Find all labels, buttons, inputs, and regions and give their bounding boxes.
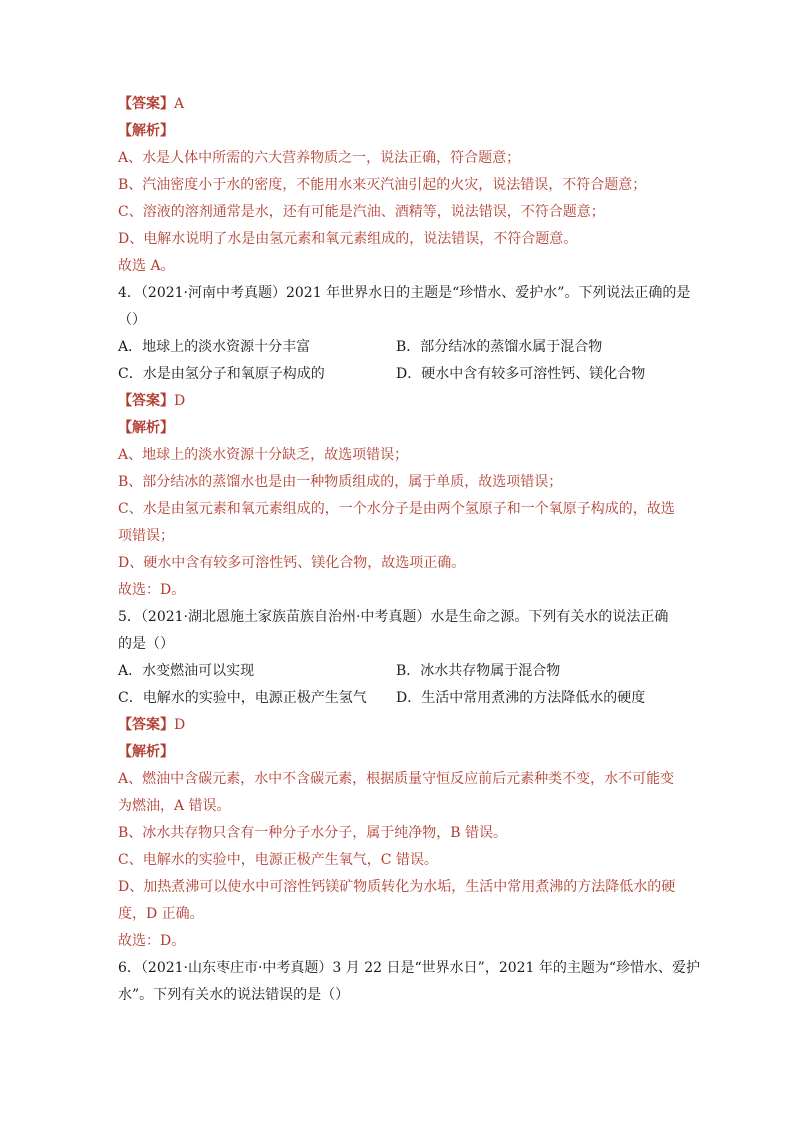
q4-answer: 【答案】D [118, 393, 186, 409]
q4-analysis-line: A、地球上的淡水资源十分缺乏，故选项错误； [118, 447, 409, 463]
q6-stem: 水”。下列有关水的说法错误的是（） [118, 987, 350, 1003]
q5-option-c: C．电解水的实验中，电源正极产生氢气 [118, 690, 367, 706]
q3-analysis-line: A、水是人体中所需的六大营养物质之一，说法正确，符合题意； [118, 150, 521, 166]
q4-stem: （） [118, 312, 146, 328]
q5-conclusion: 故选：D。 [118, 933, 186, 949]
q4-analysis-line: B、部分结冰的蒸馏水也是由一种物质组成的，属于单质，故选项错误； [118, 474, 563, 490]
q5-option-b: B．冰水共存物属于混合物 [396, 663, 561, 679]
q5-analysis-line: C、电解水的实验中，电源正极产生氧气，C 错误。 [118, 852, 438, 868]
q4-analysis-line: 项错误； [118, 528, 174, 544]
q4-option-d: D．硬水中含有较多可溶性钙、镁化合物 [396, 366, 646, 382]
q5-analysis-line: D、加热煮沸可以使水中可溶性钙镁矿物质转化为水垢，生活中常用煮沸的方法降低水的硬 [118, 879, 676, 895]
q4-option-c: C．水是由氢分子和氧原子构成的 [118, 366, 325, 382]
q5-stem: 的是（） [118, 636, 174, 652]
q4-conclusion: 故选：D。 [118, 582, 186, 598]
q4-analysis-line: D、硬水中含有较多可溶性钙、镁化合物，故选项正确。 [118, 555, 466, 571]
q3-analysis-tag: 【解析】 [118, 123, 174, 139]
q3-analysis-line: C、溶液的溶剂通常是水，还有可能是汽油、酒精等，说法错误，不符合题意； [118, 204, 605, 220]
q5-stem: 5．（2021·湖北恩施土家族苗族自治州·中考真题）水是生命之源。下列有关水的说法正确 [118, 609, 669, 625]
q4-analysis-line: C、水是由氢元素和氧元素组成的，一个水分子是由两个氢原子和一个氧原子构成的，故选 [118, 501, 675, 517]
q4-stem: 4．（2021·河南中考真题）2021 年世界水日的主题是“珍惜水、爱护水”。下列说法正确的是 [118, 285, 691, 301]
q5-analysis-tag: 【解析】 [118, 744, 174, 760]
q5-analysis-line: 度，D 正确。 [118, 906, 204, 922]
q5-options-row [118, 685, 694, 712]
q4-options-row [118, 334, 694, 361]
q6-stem: 6．（2021·山东枣庄市·中考真题）3 月 22 日是“世界水日”，2021 年的主题为“珍惜水、爱护 [118, 960, 701, 976]
q4-analysis-tag: 【解析】 [118, 420, 174, 436]
q3-conclusion: 故选 A。 [118, 258, 175, 274]
q5-option-a: A．水变燃油可以实现 [118, 663, 255, 679]
q5-options-row [118, 658, 694, 685]
q3-analysis-line: D、电解水说明了水是由氢元素和氧元素组成的，说法错误，不符合题意。 [118, 231, 578, 247]
q4-option-a: A．地球上的淡水资源十分丰富 [118, 339, 311, 355]
q3-analysis-line: B、汽油密度小于水的密度，不能用水来灭汽油引起的火灾，说法错误，不符合题意； [118, 177, 647, 193]
q4-option-b: B．部分结冰的蒸馏水属于混合物 [396, 339, 603, 355]
q5-answer: 【答案】D [118, 717, 186, 733]
q5-option-d: D．生活中常用煮沸的方法降低水的硬度 [396, 690, 646, 706]
q4-options-row [118, 361, 694, 388]
q5-analysis-line: A、燃油中含碳元素，水中不含碳元素，根据质量守恒反应前后元素种类不变，水不可能变 [118, 771, 675, 787]
q5-analysis-line: B、冰水共存物只含有一种分子水分子，属于纯净物，B 错误。 [118, 825, 508, 841]
q3-answer: 【答案】A [118, 96, 185, 112]
q5-analysis-line: 为燃油，A 错误。 [118, 798, 231, 814]
